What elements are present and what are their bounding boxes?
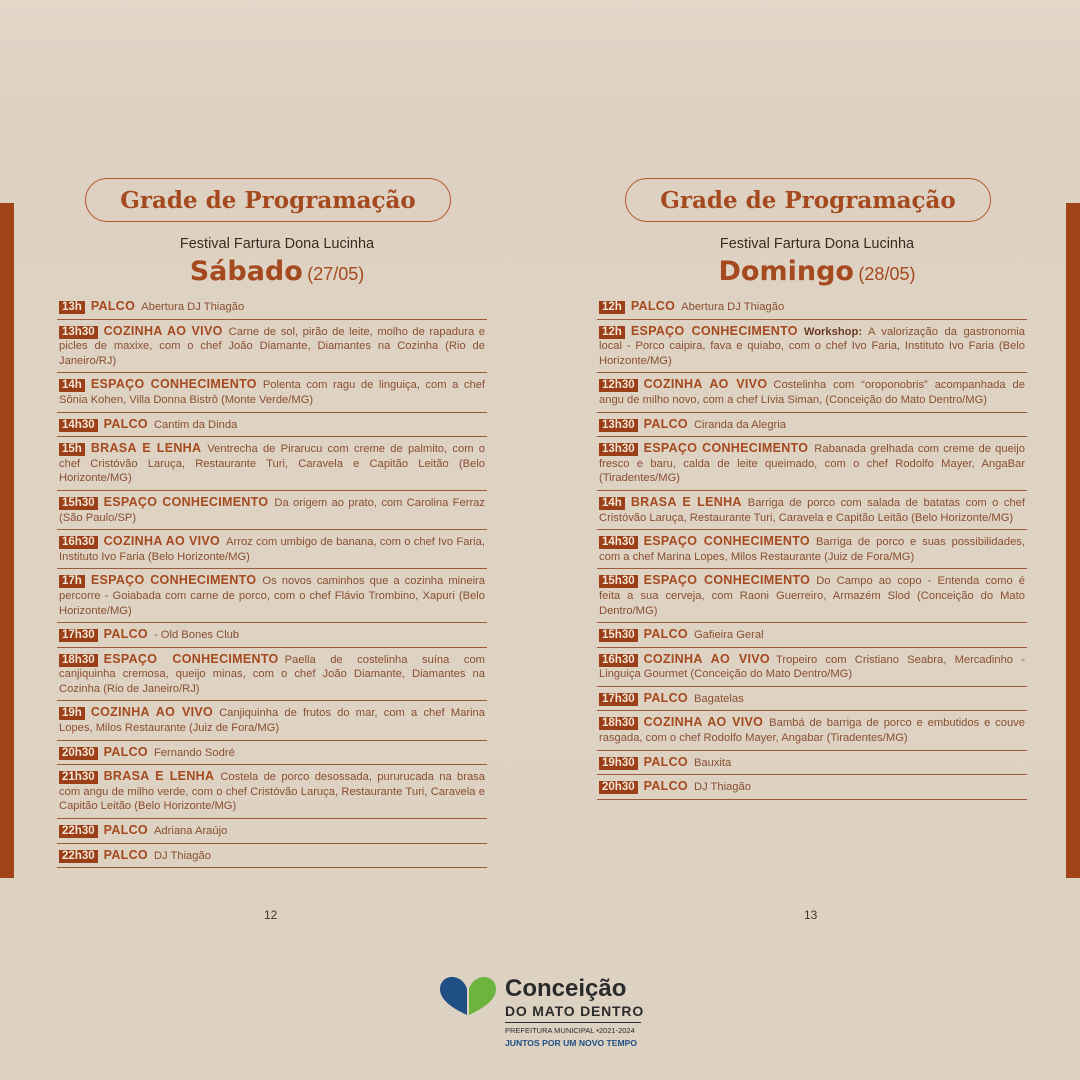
logo-subtitle: DO MATO DENTRO <box>505 1003 645 1019</box>
time-badge: 14h <box>599 497 625 510</box>
description-text: Arroz com umbigo de banana, com o chef Ivo Faria, Instituto Ivo Faria (Belo Horizonte/MG) <box>59 536 485 563</box>
time-badge: 12h <box>599 326 625 339</box>
category-label: BRASA E LENHA <box>103 769 215 784</box>
page-title: Grade de Programação <box>85 178 451 222</box>
category-label: PALCO <box>643 754 688 769</box>
schedule-list <box>597 295 1027 800</box>
category-label: PALCO <box>643 416 688 431</box>
time-badge: 13h <box>59 301 85 314</box>
time-badge: 15h30 <box>599 629 638 642</box>
day-date: (28/05) <box>858 264 916 284</box>
page-number-left: 12 <box>264 908 278 922</box>
schedule-item <box>57 844 487 869</box>
description-text: Adriana Araújo <box>153 825 228 838</box>
description-text: Bauxita <box>693 756 732 769</box>
item-description <box>154 419 237 431</box>
schedule-item <box>597 530 1027 569</box>
time-badge: 21h30 <box>59 771 98 784</box>
schedule-item <box>57 648 487 702</box>
description-text: Ventrecha de Pirarucu com creme de palmito, com o chef Cristóvão Laruça, Restaurante Turi, Caravela e Capitão Leitão (Belo Horizonte/MG) <box>59 443 485 485</box>
category-label: COZINHA AO VIVO <box>643 651 770 666</box>
item-description <box>681 301 784 313</box>
description-text: A valorização da gastronomia local - Porco caipira, fava e quiabo, com o chef Ivo Faria, Instituto Ivo Faria (Belo Horizonte/MG) <box>599 325 1026 367</box>
municipal-logo <box>440 975 650 1055</box>
item-description <box>694 419 786 431</box>
description-text: Gafieira Geral <box>693 629 764 642</box>
schedule-item <box>57 491 487 530</box>
item-description <box>694 629 764 641</box>
day-date: (27/05) <box>307 264 365 284</box>
item-description <box>154 629 239 641</box>
time-badge: 13h30 <box>599 419 638 432</box>
saturday-page <box>57 178 487 868</box>
time-badge: 15h <box>59 443 85 456</box>
logo-prefeitura: PREFEITURA MUNICIPAL •2021-2024 <box>505 1026 635 1035</box>
category-label: ESPAÇO CONHECIMENTO <box>643 573 811 588</box>
category-label: ESPAÇO CONHECIMENTO <box>90 377 257 392</box>
festival-name: Festival Fartura Dona Lucinha <box>719 236 915 252</box>
schedule-item <box>597 295 1027 320</box>
category-label: ESPAÇO CONHECIMENTO <box>643 534 810 549</box>
schedule-item <box>57 413 487 438</box>
page-number-right: 13 <box>804 908 818 922</box>
description-text: Bagatelas <box>693 692 744 705</box>
time-badge: 17h30 <box>59 629 98 642</box>
time-badge: 19h <box>59 707 85 720</box>
schedule-item <box>57 741 487 766</box>
category-label: COZINHA AO VIVO <box>103 534 221 549</box>
schedule-item <box>57 437 487 491</box>
item-description <box>141 301 244 313</box>
schedule-item <box>57 569 487 623</box>
schedule-item <box>57 819 487 844</box>
time-badge: 17h30 <box>599 693 638 706</box>
item-description <box>694 757 731 769</box>
time-badge: 20h30 <box>59 747 98 760</box>
item-description <box>694 781 751 793</box>
description-text: Carne de sol, pirão de leite, molho de rapadura e picles de maxixe, com o chef João Diamante, Diamantes na Cozinha (Rio de Janeiro/RJ) <box>59 325 485 367</box>
item-description <box>154 747 235 759</box>
schedule-item <box>597 320 1027 374</box>
time-badge: 20h30 <box>599 781 638 794</box>
category-label: ESPAÇO CONHECIMENTO <box>643 441 809 456</box>
description-text: Costela de porco desossada, pururucada na brasa com angu de milho verde, com o chef Cristóvão Laruça, Restaurante Turi, Caravela e Capitão Leitão (Belo Horizonte/MG) <box>59 771 485 813</box>
description-text: Bambá de barriga de porco e embutidos e couve rasgada, com o chef Rodolfo Mayer, Angabar (Tiradentes/MG) <box>599 717 1025 745</box>
logo-slogan: JUNTOS POR UM NOVO TEMPO <box>505 1038 638 1048</box>
time-badge: 12h <box>599 301 625 314</box>
description-text: Abertura DJ Thiagão <box>681 301 785 313</box>
sunday-page <box>597 178 1027 800</box>
schedule-item <box>597 775 1027 800</box>
description-text: Barriga de porco com salada de batatas com o chef Cristóvão Laruça, Restaurante Turi, Caravela e Capitão Leitão (Belo Horizonte/MG) <box>599 496 1025 524</box>
category-label: ESPAÇO CONHECIMENTO <box>630 323 798 338</box>
category-label: PALCO <box>103 416 148 431</box>
time-badge: 22h30 <box>59 850 98 863</box>
day-name: Sábado <box>189 256 303 287</box>
festival-name: Festival Fartura Dona Lucinha <box>179 236 375 252</box>
description-text: DJ Thiagão <box>693 781 751 794</box>
item-description <box>154 825 227 837</box>
time-badge: 14h30 <box>599 536 638 549</box>
schedule-item <box>597 437 1027 491</box>
category-label: COZINHA AO VIVO <box>643 377 768 392</box>
time-badge: 19h30 <box>599 757 638 770</box>
description-text: Fernando Sodré <box>153 746 235 759</box>
description-text: Ciranda da Alegria <box>693 418 786 431</box>
schedule-item <box>597 373 1027 412</box>
item-description <box>694 693 744 705</box>
schedule-item <box>597 711 1027 750</box>
schedule-item <box>57 765 487 819</box>
day-heading <box>597 256 1027 287</box>
description-text: Tropeiro com Cristiano Seabra, Mercadinho - Linguiça Gourmet (Conceição do Mato Dentro/MG) <box>599 653 1025 681</box>
time-badge: 12h30 <box>599 379 638 392</box>
time-badge: 15h30 <box>59 497 98 510</box>
heart-icon <box>440 977 496 1017</box>
category-label: COZINHA AO VIVO <box>90 705 214 720</box>
schedule-item <box>57 530 487 569</box>
category-label: BRASA E LENHA <box>630 494 742 509</box>
category-label: BRASA E LENHA <box>90 441 202 456</box>
schedule-item <box>597 648 1027 687</box>
description-text: Polenta com ragu de linguiça, com a chef Sônia Kohen, Villa Donna Bistrô (Monte Verde/MG) <box>59 379 485 406</box>
description-text: Do Campo ao copo - Entenda como é feita a sua cerveja, com Raoni Guerreiro, Armazém Slod (Conceição do Mato Dentro/MG) <box>599 575 1026 617</box>
schedule-item <box>597 751 1027 776</box>
time-badge: 15h30 <box>599 575 638 588</box>
schedule-item <box>597 491 1027 530</box>
workshop-label: Workshop: <box>803 325 863 338</box>
time-badge: 18h30 <box>599 717 638 730</box>
description-text: Abertura DJ Thiagão <box>141 301 245 313</box>
schedule-item <box>57 623 487 648</box>
day-name: Domingo <box>718 256 854 287</box>
description-text: DJ Thiagão <box>153 849 211 862</box>
right-accent-bar <box>1066 203 1080 878</box>
description-text: Costelinha com “oroponobris” acompanhada de angu de milho novo, com a chef Lívia Siman, (Conceição do Mato Dentro/MG) <box>599 379 1025 406</box>
category-label: PALCO <box>643 627 688 642</box>
description-text: Paella de costelinha suína com canjiquinha cremosa, queijo minas, com o chef João Diamante, Diamantes na Cozinha (Rio de Janeiro/RJ) <box>59 653 485 695</box>
category-label: ESPAÇO CONHECIMENTO <box>90 573 257 588</box>
schedule-item <box>57 295 487 320</box>
schedule-list <box>57 295 487 868</box>
category-label: PALCO <box>103 847 148 862</box>
page-title: Grade de Programação <box>625 178 991 222</box>
time-badge: 22h30 <box>59 825 98 838</box>
category-label: PALCO <box>630 299 676 313</box>
left-accent-bar <box>0 203 14 878</box>
description-text: Cantim da Dinda <box>153 418 238 431</box>
schedule-item <box>597 569 1027 623</box>
logo-name: Conceição <box>505 975 627 1002</box>
category-label: ESPAÇO CONHECIMENTO <box>103 494 269 509</box>
time-badge: 16h30 <box>59 536 98 549</box>
time-badge: 18h30 <box>59 654 98 667</box>
category-label: PALCO <box>90 299 136 313</box>
time-badge: 17h <box>59 575 85 588</box>
description-text: Rabanada grelhada com creme de queijo fresco e baru, calda de leite queimado, com o chef Rodolfo Mayer, AngaBar (Tiradentes/MG) <box>599 443 1025 485</box>
description-text: Barriga de porco e suas possibilidades, com a chef Marina Lopes, Milos Restaurante (Juiz de Fora/MG) <box>599 536 1025 563</box>
time-badge: 13h30 <box>599 443 638 456</box>
schedule-item <box>57 373 487 412</box>
category-label: PALCO <box>643 690 688 705</box>
description-text: Da origem ao prato, com Carolina Ferraz (São Paulo/SP) <box>59 496 485 524</box>
time-badge: 16h30 <box>599 654 638 667</box>
time-badge: 13h30 <box>59 326 98 339</box>
category-label: ESPAÇO CONHECIMENTO <box>103 651 279 666</box>
category-label: COZINHA AO VIVO <box>643 715 764 730</box>
category-label: PALCO <box>103 744 148 759</box>
description-text: Canjiquinha de frutos do mar, com a chef Marina Lopes, Milos Restaurante (Juiz de Fora/MG) <box>59 707 485 735</box>
logo-divider <box>505 1022 641 1023</box>
category-label: PALCO <box>103 627 148 642</box>
schedule-item <box>597 623 1027 648</box>
category-label: COZINHA AO VIVO <box>103 323 223 338</box>
schedule-item <box>597 687 1027 712</box>
description-text: - Old Bones Club <box>153 629 240 642</box>
item-description <box>154 850 211 862</box>
time-badge: 14h30 <box>59 419 98 432</box>
category-label: PALCO <box>103 823 148 838</box>
description-text: Os novos caminhos que a cozinha mineira percorre - Goiabada com carne de porco, com o chef Flávio Trombino, Xapuri (Belo Horizonte/MG) <box>59 575 485 617</box>
schedule-item <box>57 701 487 740</box>
category-label: PALCO <box>643 779 688 794</box>
schedule-item <box>57 320 487 374</box>
day-heading <box>57 256 487 287</box>
time-badge: 14h <box>59 379 85 392</box>
schedule-item <box>597 413 1027 438</box>
